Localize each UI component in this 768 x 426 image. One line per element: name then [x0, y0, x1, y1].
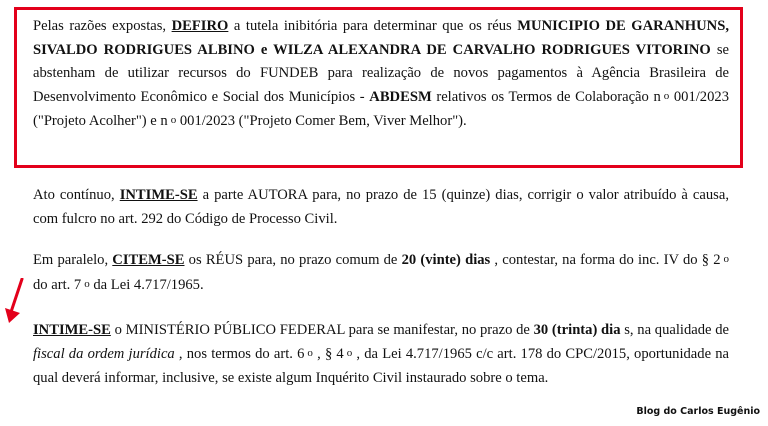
watermark: Blog do Carlos Eugênio — [636, 406, 760, 417]
paragraph-intimation-mpf: INTIME-SE o MINISTÉRIO PÚBLICO FEDERAL para se manifestar, no prazo de 30 (trinta) dia s, na qualidade de fiscal da ordem jurídica , nos termos do art. 6 $^o$ , § 4 $^o$ , da Lei 4.717/1965 c/c art. 178 do CPC/2015, oportunidade na qual deverá informar, inclusive, se existe algum Inquérito Civil instaurado sobre o tema. — [33, 322, 730, 386]
paragraph-intimation-author: Ato contínuo, INTIME-SE a parte AUTORA para, no prazo de 15 (quinze) dias, corrigir o valor atribuído à causa, com fulcro no art. 292 do Código de Processo Civil. — [33, 187, 729, 227]
ordinal-marker: o — [307, 346, 313, 359]
ordinal-marker: o — [84, 277, 90, 290]
ordinal-marker: o — [346, 346, 353, 359]
deadline-30-days: 30 (trinta) dia — [533, 322, 621, 338]
ordinal-marker: o — [723, 253, 730, 265]
abdesm-acronym: ABDESM — [369, 88, 432, 105]
defiro-keyword: DEFIRO — [171, 18, 229, 34]
intime-se-keyword: INTIME-SE — [119, 187, 198, 203]
red-arrow-icon — [4, 278, 38, 324]
paragraph-citation: Em paralelo, CITEM-SE os RÉUS para, no prazo comum de 20 (vinte) dias , contestar, na forma do inc. IV do § 2 $^o$ do art. 7 $^o$ da Lei 4.717/1965. — [33, 252, 730, 293]
ordinal-marker: o — [170, 114, 177, 126]
deadline-20-days: 20 (vinte) dias — [401, 252, 491, 268]
citem-se-keyword: CITEM-SE — [112, 252, 185, 268]
paragraph-decision: Pelas razões expostas, DEFIRO a tutela inibitória para determinar que os réus MUNICIPIO DE GARANHUNS, SIVALDO RODRIGUES ALBINO e WILZA ALEXANDRA DE CARVALHO RODRIGUES VITORINO se abstenham de utilizar recursos do FUNDEB para realização de novos pagamentos à Agência Brasileira de Desenvolvimento Econômico e Social dos Municípios - ABDESM relativos os Termos de Colaboração n $^o$ 001/2023 ("Projeto Acolher") e n $^o$ 001/2023 ("Projeto Comer Bem, Viver Melhor"). — [33, 18, 729, 129]
ordinal-marker: o — [663, 89, 670, 102]
fiscal-term: fiscal da ordem jurídica — [33, 345, 175, 362]
defendants-names: MUNICIPIO DE GARANHUNS, SIVALDO RODRIGUES ALBINO e WILZA ALEXANDRA DE CARVALHO RODRIGUES VITORINO — [33, 18, 729, 58]
intime-se-keyword: INTIME-SE — [33, 322, 111, 338]
